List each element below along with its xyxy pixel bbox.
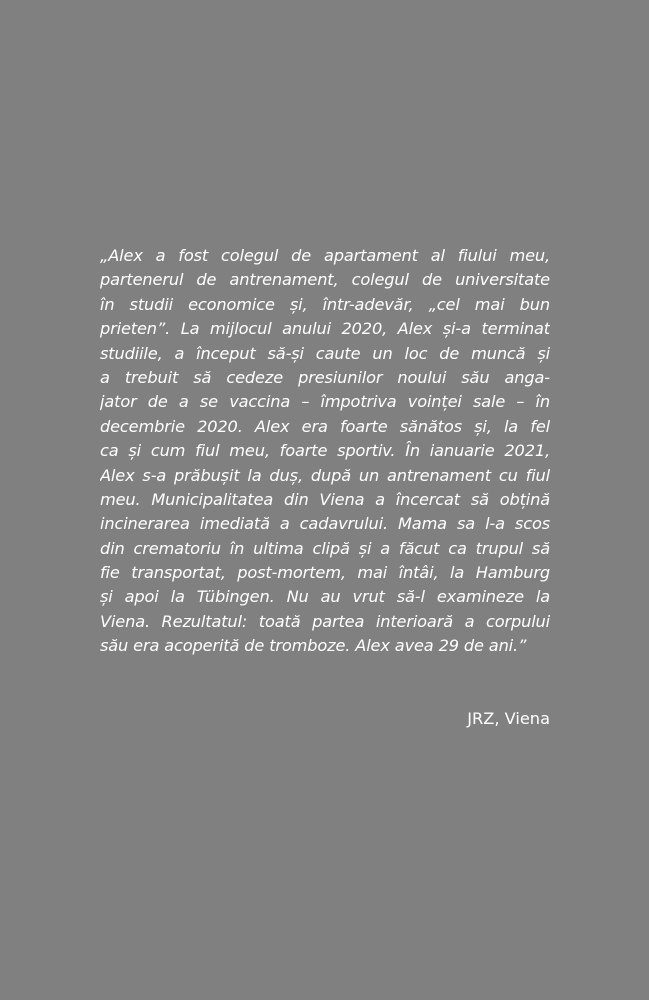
quote-line: în studii economice și, într-adevăr, „cel mai bun xyxy=(100,294,550,314)
quote-line: „Alex a fost colegul de apartament al fiului meu, xyxy=(100,246,550,265)
quote-line: studiile, a început să-și caute un loc de muncă și xyxy=(100,343,550,363)
quote-line: prieten”. La mijlocul anului 2020, Alex și-a terminat xyxy=(100,319,550,339)
quote-line: partenerul de antrenament, colegul de universitate xyxy=(100,270,550,290)
quote-line: a trebuit să cedeze presiunilor noului său anga- xyxy=(100,367,550,387)
quote-line: meu. Municipalitatea din Viena a încercat să obțină xyxy=(100,489,550,509)
quote-line: incinerarea imediată a cadavrului. Mama sa l-a scos xyxy=(100,514,550,534)
quote-line: său era acoperită de tromboze. Alex avea 29 de ani.” xyxy=(100,636,527,656)
quote-line: decembrie 2020. Alex era foarte sănătos și, la fel xyxy=(100,416,550,436)
quote-line: jator de a se vaccina – împotriva voinței sale – în xyxy=(100,392,550,412)
quote-line: fie transportat, post-mortem, mai întâi, la Hamburg xyxy=(100,563,550,583)
quote-line: din crematoriu în ultima clipă și a făcut ca trupul să xyxy=(100,538,550,558)
quote-line: și apoi la Tübingen. Nu au vrut să-l examineze la xyxy=(100,587,550,607)
testimonial-quote xyxy=(100,244,550,659)
quote-line: Alex s-a prăbușit la duș, după un antrenament cu fiul xyxy=(100,465,550,485)
quote-attribution: JRZ, Viena xyxy=(467,709,550,728)
quote-line: ca și cum fiul meu, foarte sportiv. În ianuarie 2021, xyxy=(100,441,550,461)
quote-line: Viena. Rezultatul: toată partea interioară a corpului xyxy=(100,611,550,631)
